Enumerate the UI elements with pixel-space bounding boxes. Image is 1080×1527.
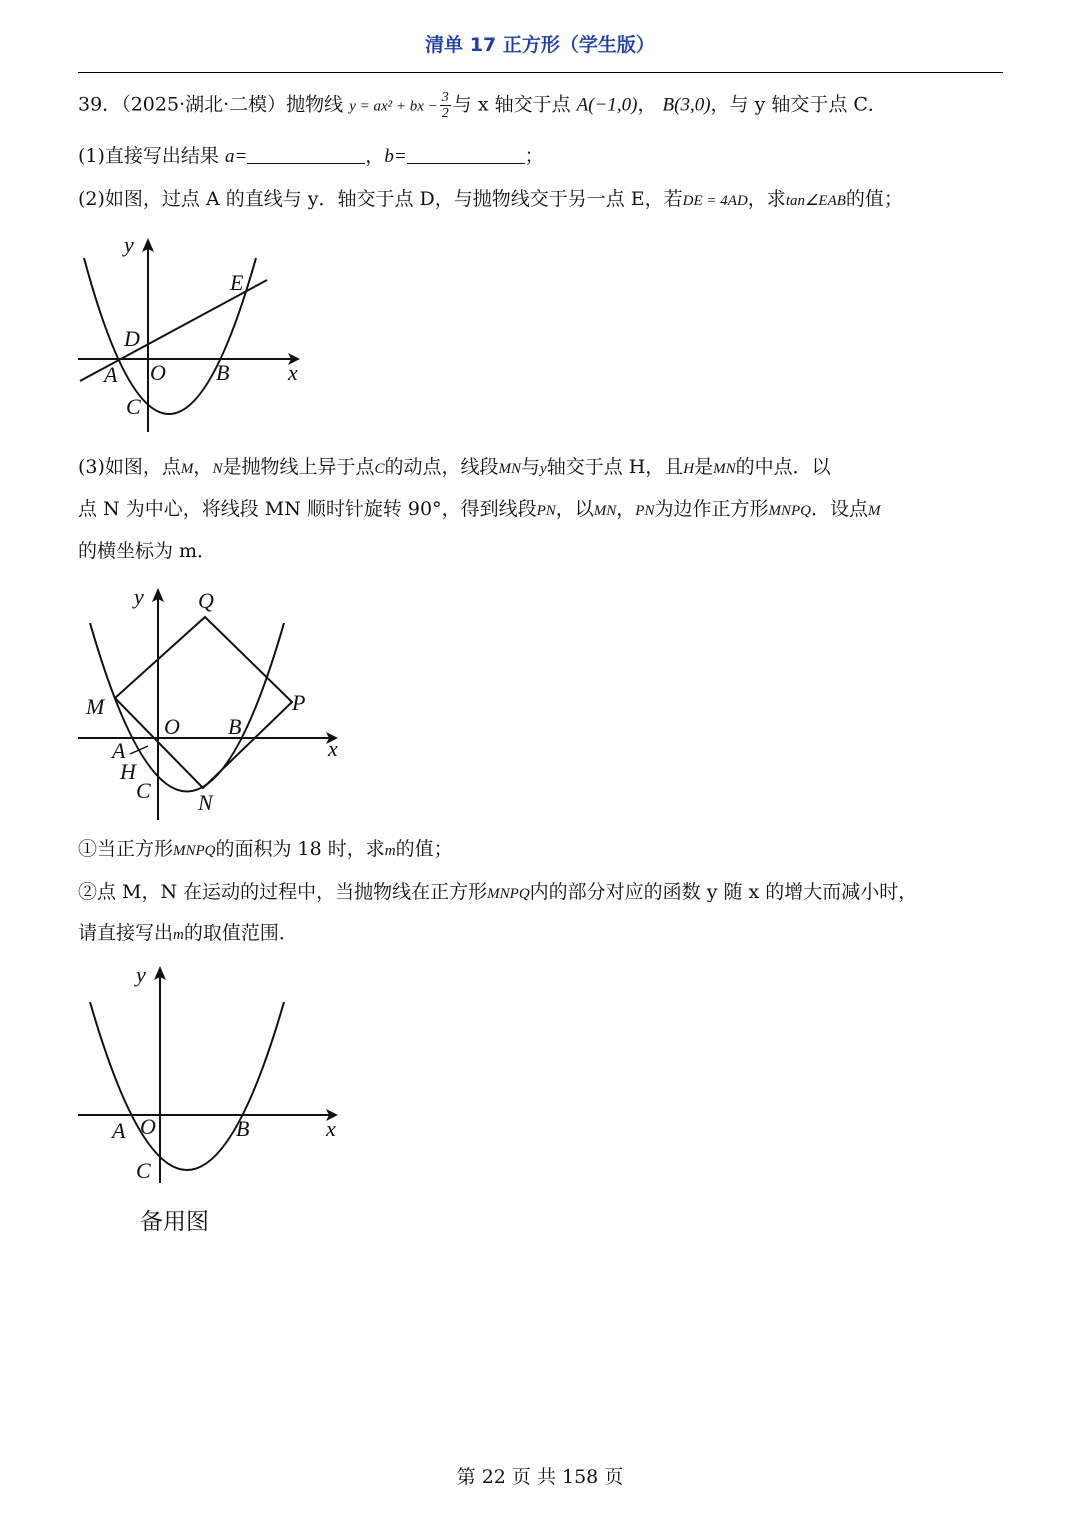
- label-p: P: [292, 690, 306, 715]
- q3-text-l: 为边作正方形: [654, 498, 769, 520]
- figure-2-square-mnpq: [70, 580, 360, 825]
- label-c: C: [126, 394, 141, 419]
- q3-text-h: 的中点．以: [735, 456, 831, 478]
- square-mnpq: [115, 617, 292, 788]
- answer-blank-b[interactable]: [407, 145, 525, 164]
- label-a: A: [112, 1118, 126, 1143]
- sub1-text-a: ①当正方形: [78, 838, 174, 860]
- q3-text-j: ，以: [555, 498, 594, 520]
- point-a: A(−1,0): [576, 94, 638, 116]
- label-y: y: [136, 962, 146, 987]
- label-m: M: [86, 694, 105, 719]
- q2-condition: DE = 4AD: [682, 193, 748, 209]
- sub-question-1: [78, 836, 1008, 864]
- q3-mn-3: MN: [593, 503, 617, 519]
- q3-text-b: ，: [193, 456, 213, 478]
- answer-blank-a[interactable]: [247, 145, 365, 164]
- q3-text-m: ．设点: [810, 498, 868, 520]
- q2-text: (2)如图，过点 A 的直线与 y．轴交于点 D，与抛物线交于另一点 E，若: [78, 188, 683, 210]
- sub2-text-a: ②点 M，N 在运动的过程中，当抛物线在正方形: [78, 881, 488, 903]
- label-c: C: [136, 1158, 151, 1183]
- q3-n: N: [212, 461, 223, 477]
- fraction-numerator: 3: [441, 90, 449, 105]
- intro-text: 抛物线: [286, 93, 344, 116]
- point-b: B(3,0): [662, 94, 711, 116]
- label-n: N: [198, 790, 213, 815]
- sub2-square: MNPQ: [487, 886, 530, 902]
- sub1-square: MNPQ: [173, 843, 216, 859]
- sub1-text-c: 的值；: [395, 838, 453, 860]
- label-y: y: [124, 232, 134, 257]
- label-b: B: [236, 1116, 250, 1141]
- label-a: A: [104, 362, 118, 387]
- parabola-formula: y = ax² + bx −: [349, 98, 438, 115]
- intro-text-2: 与 x 轴交于点: [452, 93, 571, 116]
- fraction-3-2: [440, 90, 451, 121]
- q2-tan-expression: tan∠EAB: [785, 193, 846, 209]
- q2-text-2: ，求: [747, 188, 786, 210]
- fraction-denominator: 2: [441, 106, 449, 121]
- q3-text-f: 轴交于点 H，且: [546, 456, 684, 478]
- q3-pn: PN: [536, 503, 556, 519]
- q3-text-i: 点 N 为中心，将线段 MN 顺时针旋转 90°，得到线段: [78, 498, 537, 520]
- question-3-line-3: [78, 538, 1008, 564]
- label-y: y: [134, 584, 144, 609]
- sub2-text-d: 的取值范围．: [183, 922, 298, 944]
- label-x: x: [288, 360, 298, 385]
- sub1-m: m: [384, 843, 396, 859]
- label-d: D: [124, 326, 140, 351]
- q3-mnpq: MNPQ: [768, 503, 811, 519]
- q3-c: C: [374, 461, 385, 477]
- label-b: B: [216, 360, 230, 385]
- page-footer: 第 22 页 共 158 页: [456, 1466, 624, 1488]
- sub2-text-c: 请直接写出: [78, 922, 174, 944]
- sub-question-2-line-2: [78, 920, 1008, 948]
- sub-question-2-line-1: [78, 879, 1008, 907]
- label-a: A: [112, 738, 126, 763]
- q1-sep: ，: [365, 145, 385, 167]
- label-o: O: [150, 360, 166, 385]
- label-o: O: [140, 1114, 156, 1139]
- q3-h: H: [683, 461, 695, 477]
- label-b: B: [228, 714, 242, 739]
- figure-3-spare: [70, 958, 360, 1188]
- q1-end: ；: [524, 145, 544, 167]
- label-q: Q: [198, 588, 214, 613]
- q3-text-c: 是抛物线上异于点: [222, 456, 375, 478]
- question-2: [78, 186, 1008, 214]
- q1-b-label: b=: [384, 146, 407, 167]
- header-rule: [78, 72, 1003, 73]
- q3-text-k: ，: [616, 498, 636, 520]
- q3-m: M: [180, 461, 194, 477]
- sub2-text-b: 内的部分对应的函数 y 随 x 的增大而减小时，: [529, 881, 918, 903]
- q3-text-g: 是: [694, 456, 714, 478]
- problem-source: （2025·湖北·二模）: [121, 93, 287, 116]
- question-3-line-2: [78, 496, 1008, 524]
- label-x: x: [328, 736, 338, 761]
- label-c: C: [136, 778, 151, 803]
- q3-text-d: 的动点，线段: [384, 456, 499, 478]
- q3-pn-2: PN: [635, 503, 655, 519]
- figure-3-caption: 备用图: [140, 1209, 209, 1235]
- label-h: H: [120, 759, 136, 784]
- figure-1-parabola-line: [70, 230, 320, 440]
- q3-mn-2: MN: [713, 461, 736, 477]
- problem-number: 39．: [78, 93, 122, 116]
- sub1-text-b: 的面积为 18 时，求: [215, 838, 385, 860]
- sub2-m: m: [173, 927, 184, 943]
- intro-text-3: ，与 y 轴交于点 C．: [710, 93, 887, 116]
- q3-text-e: 与: [521, 456, 541, 478]
- label-x: x: [326, 1116, 336, 1141]
- separator: ，: [637, 93, 657, 116]
- q3-text-a: (3)如图，点: [78, 456, 181, 478]
- label-o: O: [164, 714, 180, 739]
- q3-y: y: [540, 461, 547, 477]
- q3-m-2: M: [868, 503, 881, 519]
- question-3-line-1: [78, 454, 1008, 482]
- q2-text-3: 的值；: [845, 188, 903, 210]
- parabola-curve: [90, 1002, 284, 1170]
- q1-text: (1)直接写出结果: [78, 145, 225, 167]
- label-e: E: [230, 270, 244, 295]
- tick-h: [130, 746, 148, 754]
- question-1: [78, 143, 1008, 170]
- problem-intro: [78, 90, 1008, 121]
- q1-a-label: a=: [224, 146, 248, 167]
- q3-text-n: 的横坐标为 m．: [78, 540, 217, 562]
- q3-mn: MN: [498, 461, 521, 477]
- page-header: 清单 17 正方形（学生版）: [425, 34, 655, 56]
